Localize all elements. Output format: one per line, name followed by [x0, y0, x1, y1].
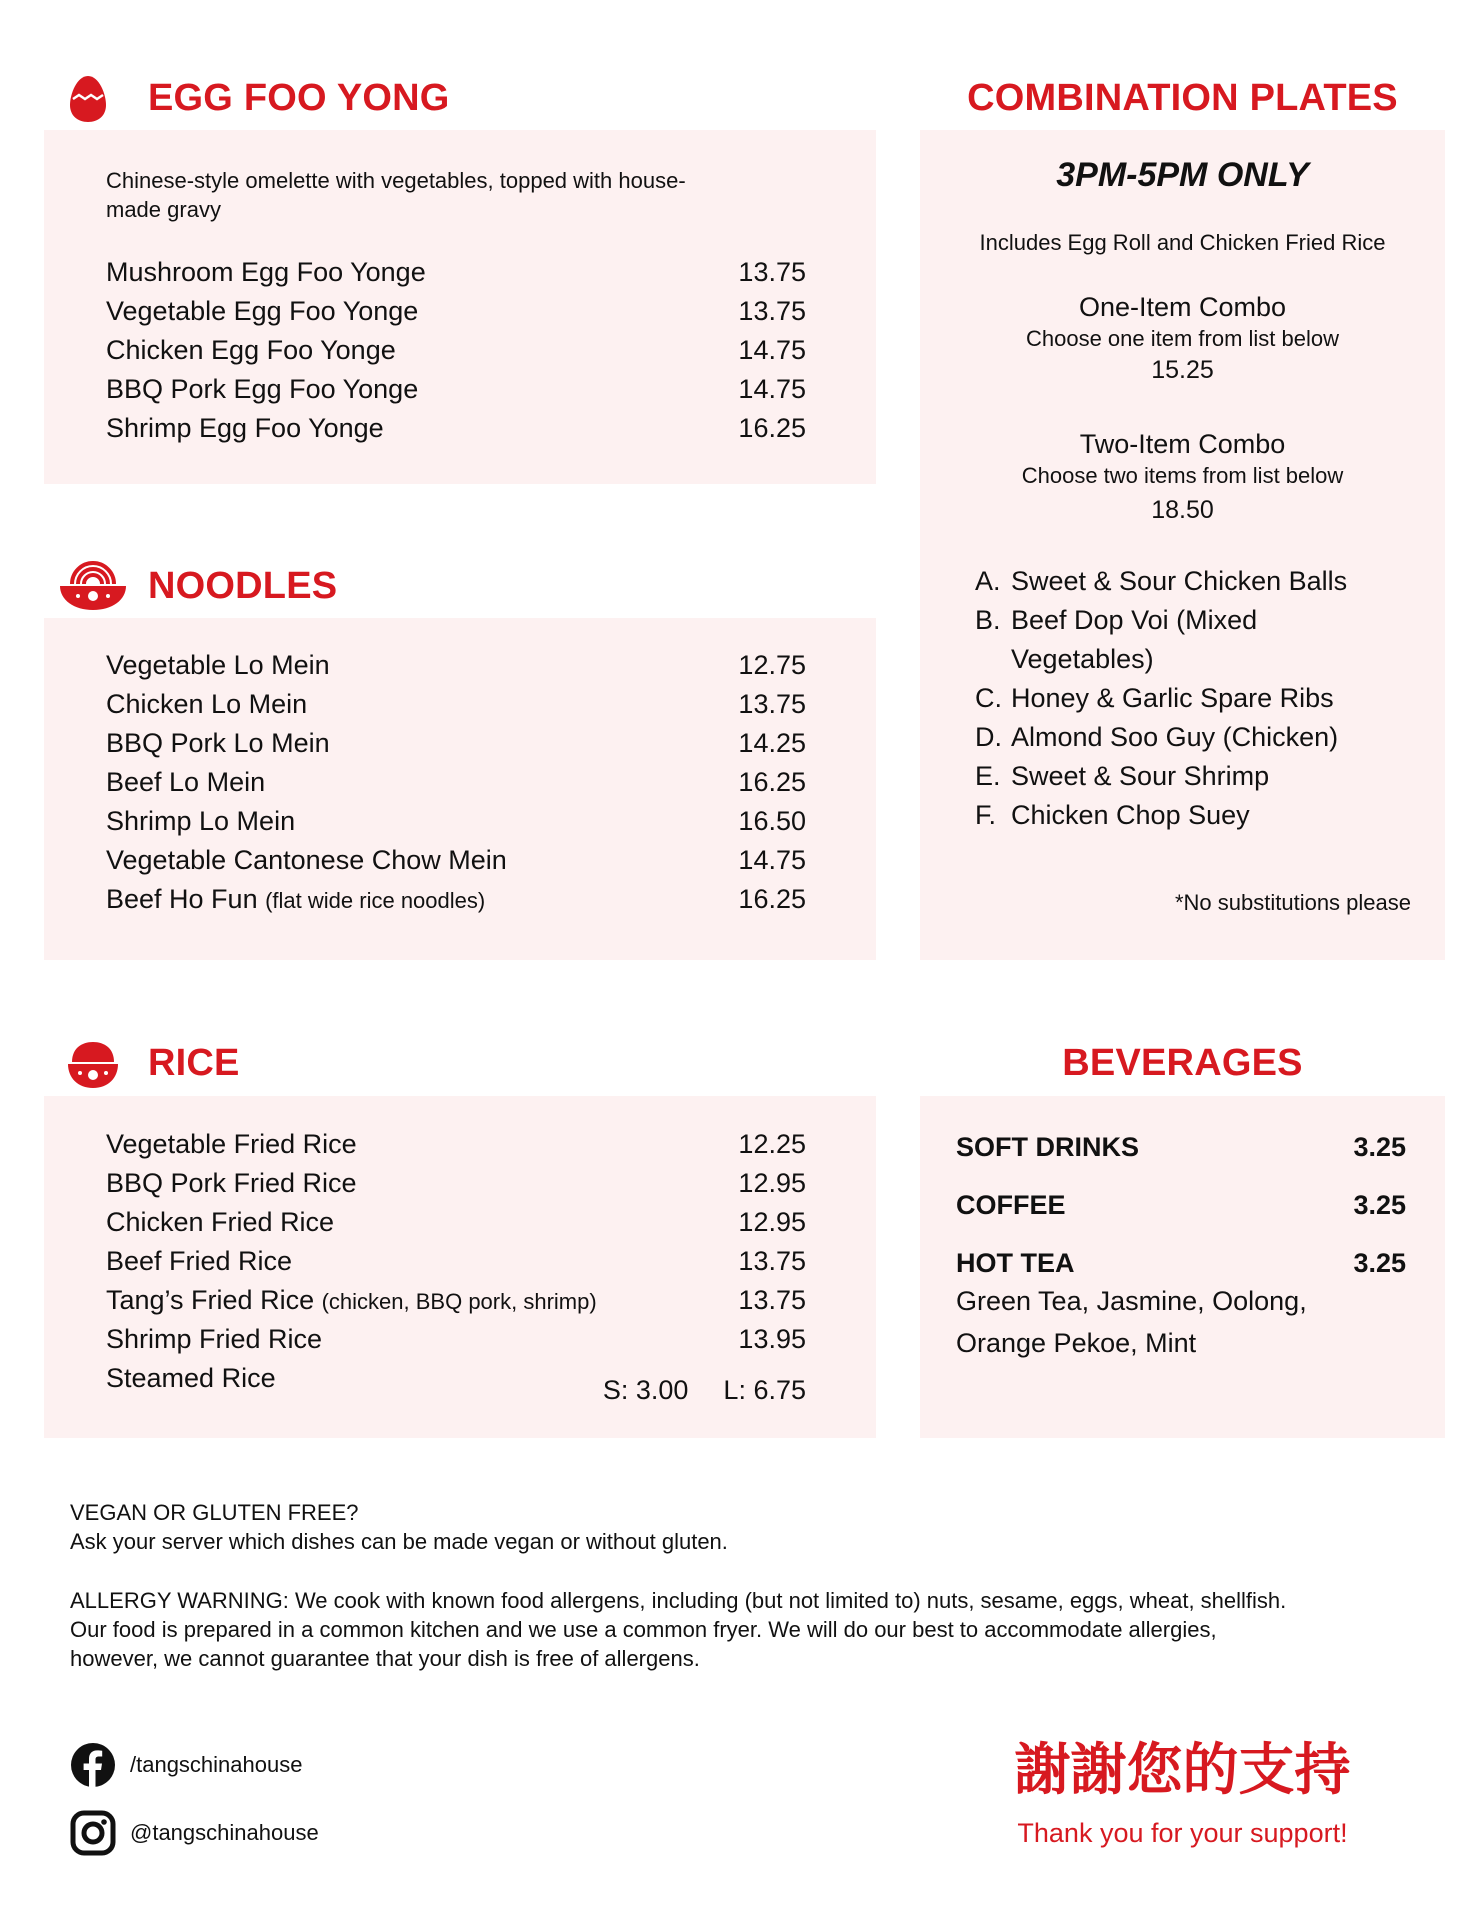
beverage-hot-tea: [956, 1248, 1406, 1279]
item-name: BBQ Pork Egg Foo Yonge: [106, 374, 419, 404]
rice-list: [106, 1125, 806, 1405]
menu-item: [106, 685, 806, 724]
two-item-combo-desc: Choose two items from list below: [1021, 463, 1344, 488]
item-name: Shrimp Lo Mein: [106, 806, 296, 836]
egg-foo-yong-title: EGG FOO YONG: [148, 77, 450, 119]
instagram-icon: [70, 1810, 116, 1856]
beverage-price: 3.25: [1353, 1132, 1406, 1162]
item-name: Shrimp Egg Foo Yonge: [106, 413, 384, 443]
item-price: 12.25: [738, 1129, 806, 1159]
menu-item: [106, 292, 806, 331]
instagram-link[interactable]: [70, 1810, 319, 1856]
item-name: Mushroom Egg Foo Yonge: [106, 257, 426, 287]
menu-item: [106, 1125, 806, 1164]
beverage-soft-drinks: [956, 1132, 1406, 1163]
item-price: 14.75: [738, 374, 806, 404]
item-name: Shrimp Fried Rice: [106, 1324, 323, 1354]
instagram-handle: @tangschinahouse: [130, 1820, 319, 1845]
beverages-title: BEVERAGES: [1062, 1042, 1303, 1084]
item-name: Tang’s Fried Rice: [106, 1285, 315, 1315]
item-price: 16.50: [738, 806, 806, 836]
item-price: 12.75: [738, 650, 806, 680]
item-name: BBQ Pork Fried Rice: [106, 1168, 357, 1198]
beverage-name: HOT TEA: [956, 1248, 1075, 1278]
combo-option: [975, 718, 1405, 757]
menu-item: [106, 253, 806, 292]
vegan-heading: VEGAN OR GLUTEN FREE?: [70, 1500, 359, 1525]
large-price: L: 6.75: [723, 1375, 806, 1405]
facebook-icon: [70, 1742, 116, 1788]
two-item-combo-name: Two-Item Combo: [1079, 429, 1286, 459]
option-letter: C.: [975, 683, 1002, 713]
item-name: Vegetable Lo Mein: [106, 650, 330, 680]
item-name: Beef Lo Mein: [106, 767, 266, 797]
menu-item: [106, 646, 806, 685]
menu-item: [106, 370, 806, 409]
egg-foo-yong-panel: [44, 130, 876, 484]
allergy-line-2: Our food is prepared in a common kitchen and we use a common fryer. We will do our best to accommodate allergies,: [70, 1617, 1217, 1642]
beverages-panel: [920, 1096, 1445, 1438]
facebook-link[interactable]: [70, 1742, 302, 1788]
option-name: Sweet & Sour Shrimp: [1011, 761, 1270, 791]
menu-item-steamed-rice: [106, 1359, 806, 1405]
item-price: 14.25: [738, 728, 806, 758]
item-price: 14.75: [738, 335, 806, 365]
item-price: 16.25: [738, 767, 806, 797]
combo-option: [975, 796, 1405, 835]
menu-item: [106, 409, 806, 448]
facebook-handle: /tangschinahouse: [130, 1752, 303, 1777]
item-name: Chicken Fried Rice: [106, 1207, 335, 1237]
menu-item: [106, 1164, 806, 1203]
rice-panel: [44, 1096, 876, 1438]
menu-item: [106, 1242, 806, 1281]
combo-option: [975, 679, 1405, 718]
item-price: 16.25: [738, 413, 806, 443]
one-item-combo-name: One-Item Combo: [1078, 292, 1287, 322]
option-name: Beef Dop Voi (Mixed Vegetables): [1011, 605, 1258, 674]
option-letter: B.: [975, 605, 1001, 635]
item-name: Vegetable Egg Foo Yonge: [106, 296, 419, 326]
noodles-list: [106, 646, 806, 919]
item-price: 16.25: [738, 884, 806, 914]
menu-item: [106, 1281, 806, 1320]
item-price: 13.75: [738, 257, 806, 287]
egg-foo-yong-list: [106, 253, 806, 448]
beverage-coffee: [956, 1190, 1406, 1221]
beverage-name: SOFT DRINKS: [956, 1132, 1140, 1162]
item-price: 14.75: [738, 845, 806, 875]
noodles-panel: [44, 618, 876, 960]
item-name: Chicken Lo Mein: [106, 689, 308, 719]
egg-foo-yong-description: Chinese-style omelette with vegetables, topped with house-made gravy: [106, 168, 686, 222]
one-item-combo-desc: Choose one item from list below: [1025, 326, 1340, 351]
egg-icon: [68, 74, 108, 124]
item-price: 13.75: [738, 1285, 806, 1315]
option-name: Honey & Garlic Spare Ribs: [1011, 683, 1334, 713]
thanks-chinese: 謝謝您的支持: [1014, 1738, 1351, 1803]
combo-options-list: [975, 562, 1405, 835]
rice-bowl-icon: [66, 1038, 120, 1090]
combo-option: [975, 562, 1405, 601]
option-letter: D.: [975, 722, 1002, 752]
menu-item: [106, 331, 806, 370]
combo-option: [975, 601, 1405, 679]
item-price: 13.75: [738, 296, 806, 326]
small-price: S: 3.00: [602, 1375, 689, 1405]
item-name: Vegetable Fried Rice: [106, 1129, 357, 1159]
noodle-bowl-icon: [58, 556, 128, 614]
tea-varieties-line1: Green Tea, Jasmine, Oolong,: [956, 1286, 1307, 1316]
item-note: (chicken, BBQ pork, shrimp): [321, 1289, 597, 1314]
one-item-combo-price: 15.25: [1151, 356, 1214, 384]
combination-title: COMBINATION PLATES: [967, 77, 1398, 119]
noodles-title: NOODLES: [148, 565, 338, 607]
option-name: Almond Soo Guy (Chicken): [1011, 722, 1339, 752]
combination-note: *No substitutions please: [1174, 890, 1411, 915]
item-name: BBQ Pork Lo Mein: [106, 728, 330, 758]
combination-panel: [920, 130, 1445, 960]
item-name: Chicken Egg Foo Yonge: [106, 335, 396, 365]
vegan-text: Ask your server which dishes can be made vegan or without gluten.: [70, 1529, 728, 1554]
two-item-combo-price: 18.50: [1151, 496, 1214, 524]
allergy-line-1: ALLERGY WARNING: We cook with known food allergens, including (but not limited to) nuts, sesame, eggs, wheat, shellfish.: [70, 1588, 1287, 1613]
option-letter: E.: [975, 761, 1001, 791]
menu-item: [106, 802, 806, 841]
menu-item: [106, 724, 806, 763]
item-price: 13.95: [738, 1324, 806, 1354]
menu-item: [106, 880, 806, 919]
option-letter: F.: [975, 800, 997, 830]
item-name: Vegetable Cantonese Chow Mein: [106, 845, 507, 875]
beverage-name: COFFEE: [956, 1190, 1066, 1220]
beverage-price: 3.25: [1353, 1190, 1406, 1220]
item-price: 12.95: [738, 1207, 806, 1237]
item-price: 13.75: [738, 689, 806, 719]
item-name: Beef Fried Rice: [106, 1246, 293, 1276]
allergy-line-3: however, we cannot guarantee that your dish is free of allergens.: [70, 1646, 700, 1671]
menu-item: [106, 1320, 806, 1359]
option-name: Sweet & Sour Chicken Balls: [1011, 566, 1348, 596]
option-letter: A.: [975, 566, 1001, 596]
combo-option: [975, 757, 1405, 796]
item-price: 12.95: [738, 1168, 806, 1198]
tea-varieties-line2: Orange Pekoe, Mint: [956, 1328, 1197, 1358]
item-note: (flat wide rice noodles): [265, 888, 486, 913]
item-price: 13.75: [738, 1246, 806, 1276]
menu-item: [106, 1203, 806, 1242]
combination-hours: 3PM-5PM ONLY: [1056, 156, 1309, 194]
beverage-price: 3.25: [1353, 1248, 1406, 1278]
item-name: Steamed Rice: [106, 1363, 276, 1393]
menu-item: [106, 841, 806, 880]
menu-item: [106, 763, 806, 802]
thanks-english: Thank you for your support!: [1017, 1818, 1348, 1848]
rice-title: RICE: [148, 1042, 240, 1084]
item-name: Beef Ho Fun: [106, 884, 258, 914]
combination-includes: Includes Egg Roll and Chicken Fried Rice: [979, 230, 1386, 255]
option-name: Chicken Chop Suey: [1011, 800, 1250, 830]
